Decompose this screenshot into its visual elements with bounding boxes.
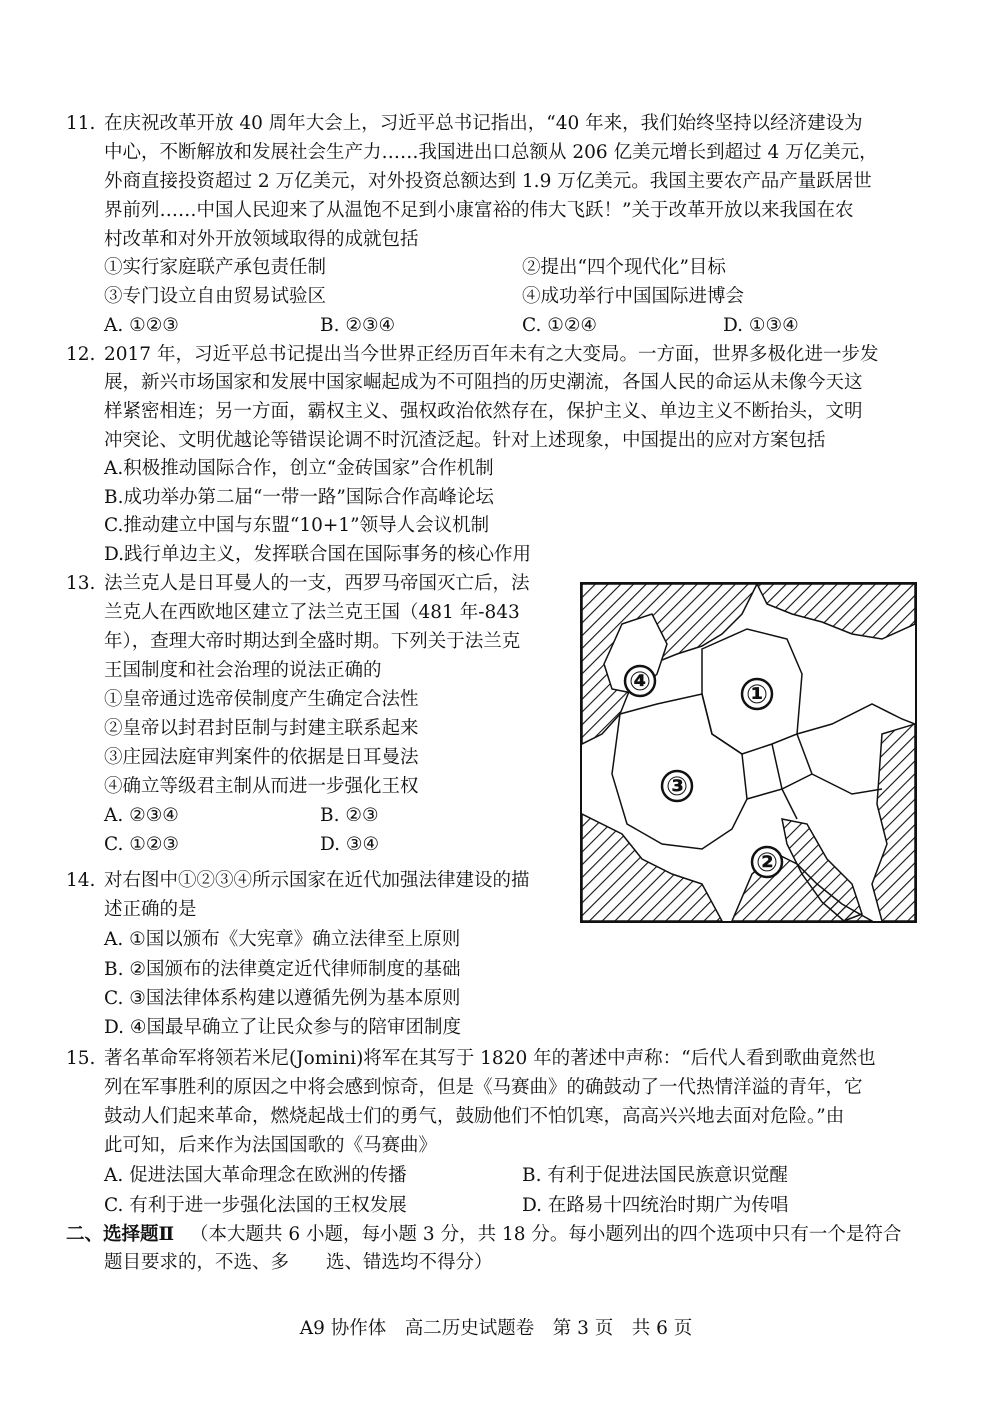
statement-item: ②提出“四个现代化”目标 [522, 257, 726, 278]
svg-text:②: ② [755, 848, 779, 878]
answer-option: D. 在路易十四统治时期广为传唱 [522, 1195, 789, 1216]
question-number: 11. [66, 113, 96, 134]
answer-option: B. ②③ [320, 805, 379, 826]
question-text: 对右图中①②③④所示国家在近代加强法律建设的描 [104, 870, 530, 891]
map-label-3 [662, 771, 692, 802]
question-text: 列在军事胜利的原因之中将会感到惊奇，但是《马赛曲》的确鼓动了一代热情洋溢的青年，它 [104, 1077, 863, 1098]
answer-option: B. 有利于促进法国民族意识觉醒 [522, 1165, 788, 1186]
question-text: 鼓动人们起来革命，燃烧起战士们的勇气，鼓励他们不怕饥寒，高高兴兴地去面对危险。”由 [104, 1106, 845, 1127]
svg-text:①: ① [745, 680, 769, 710]
answer-option: A. ②③④ [104, 805, 179, 826]
answer-option: C. 有利于进一步强化法国的王权发展 [104, 1195, 407, 1216]
question-text: 中心，不断解放和发展社会生产力……我国进出口总额从 206 亿美元增长到超过 4 万亿美元， [104, 142, 878, 163]
section-instructions: （本大题共 6 小题，每小题 3 分，共 18 分。每小题列出的四个选项中只有一个是符合 [190, 1224, 902, 1245]
answer-option: B. ②国颁布的法律奠定近代律师制度的基础 [104, 959, 461, 980]
question-text: 著名革命军将领若米尼(Jomini)将军在其写于 1820 年的著述中声称：“后代人看到歌曲竟然也 [104, 1048, 876, 1069]
question-number: 15. [66, 1048, 96, 1069]
page-footer: A9 协作体 高二历史试题卷 第 3 页 共 6 页 [299, 1318, 693, 1339]
svg-text:③: ③ [665, 772, 689, 802]
question-number: 12. [66, 344, 96, 365]
statement-item: ④成功举行中国国际进博会 [522, 286, 745, 307]
answer-option: A. 促进法国大革命理念在欧洲的传播 [104, 1165, 407, 1186]
question-text: 王国制度和社会治理的说法正确的 [104, 660, 382, 681]
answer-option: A.积极推动国际合作，创立“金砖国家”合作机制 [104, 458, 494, 479]
statement-item: ①实行家庭联产承包责任制 [104, 257, 327, 278]
question-text: 述正确的是 [104, 899, 197, 920]
map-drawing [582, 584, 915, 921]
section-heading: 二、选择题Ⅱ [66, 1224, 175, 1245]
question-text: 2017 年，习近平总书记提出当今世界正经历百年未有之大变局。一方面，世界多极化进一步发 [104, 344, 879, 365]
sea-hatch-east [872, 724, 915, 921]
map-label-1 [742, 679, 772, 710]
statement-item: ③专门设立自由贸易试验区 [104, 286, 327, 307]
question-text: 此可知，后来作为法国国歌的《马赛曲》 [104, 1135, 438, 1156]
sea-hatch-southwest [582, 814, 722, 921]
question-text: 兰克人在西欧地区建立了法兰克王国（481 年-843 [104, 602, 520, 623]
statement-item: ④确立等级君主制从而进一步强化王权 [104, 776, 419, 797]
map-label-4 [625, 666, 655, 697]
statement-item: ①皇帝通过选帝侯制度产生确定合法性 [104, 689, 419, 710]
answer-option: C. ①②③ [104, 834, 180, 855]
section-instructions: 题目要求的，不选、多 选、错选均不得分） [104, 1252, 493, 1273]
question-number: 14. [66, 870, 96, 891]
europe-map-figure [580, 582, 917, 923]
answer-option: C. ③国法律体系构建以遵循先例为基本原则 [104, 988, 461, 1009]
answer-option: D. ④国最早确立了让民众参与的陪审团制度 [104, 1017, 462, 1038]
answer-option: B. ②③④ [320, 315, 396, 336]
question-text: 法兰克人是日耳曼人的一支，西罗马帝国灭亡后，法 [104, 573, 530, 594]
answer-option: B.成功举办第二届“一带一路”国际合作高峰论坛 [104, 487, 494, 508]
answer-option: A. ①②③ [104, 315, 179, 336]
answer-option: C.推动建立中国与东盟“10+1”领导人会议机制 [104, 515, 490, 536]
answer-option: D. ③④ [320, 834, 380, 855]
question-text: 村改革和对外开放领域取得的成就包括 [104, 229, 419, 250]
question-text: 冲突论、文明优越论等错误论调不时沉渣泛起。针对上述现象，中国提出的应对方案包括 [104, 430, 826, 451]
answer-option: D.践行单边主义，发挥联合国在国际事务的核心作用 [104, 544, 532, 565]
question-text: 外商直接投资超过 2 万亿美元，对外投资总额达到 1.9 万亿美元。我国主要农产品产量跃居世 [104, 171, 872, 192]
question-number: 13. [66, 573, 96, 594]
question-text: 年），查理大帝时期达到全盛时期。下列关于法兰克 [104, 631, 521, 652]
map-label-2 [752, 847, 782, 878]
answer-option: A. ①国以颁布《大宪章》确立法律至上原则 [104, 929, 461, 950]
svg-text:④: ④ [628, 667, 652, 697]
statement-item: ③庄园法庭审判案件的依据是日耳曼法 [104, 747, 419, 768]
sea-hatch-northeast [757, 584, 915, 639]
question-text: 在庆祝改革开放 40 周年大会上，习近平总书记指出，“40 年来，我们始终坚持以经济建设为 [104, 113, 863, 134]
answer-option: C. ①②④ [522, 315, 598, 336]
question-text: 样紧密相连；另一方面，霸权主义、强权政治依然存在，保护主义、单边主义不断抬头，文明 [104, 401, 863, 422]
answer-option: D. ①③④ [723, 315, 799, 336]
question-text: 展，新兴市场国家和发展中国家崛起成为不可阻挡的历史潮流，各国人民的命运从未像今天这 [104, 372, 863, 393]
statement-item: ②皇帝以封君封臣制与封建主联系起来 [104, 718, 419, 739]
question-text: 界前列……中国人民迎来了从温饱不足到小康富裕的伟大飞跃！”关于改革开放以来我国在农 [104, 200, 854, 221]
